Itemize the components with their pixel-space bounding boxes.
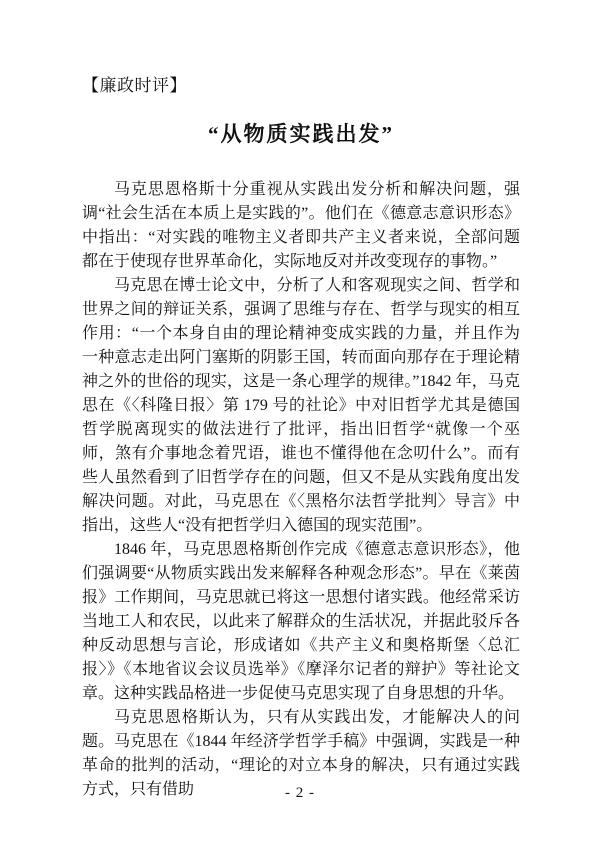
article-title: “从物质实践出发”	[208, 122, 394, 146]
body-paragraph: 马克思在博士论文中，分析了人和客观现实之间、哲学和世界之间的辩证关系，强调了思维与存在、哲学与现实的相互作用：“一个本身自由的理论精神变成实践的力量，并且作为一种意志走出阿门塞斯的阴影王国，转而面向那存在于理论精神之外的世俗的现实，这是一条心理学的规律。”1842 年，马克思在《〈科隆日报〉第 179 号的社论》中对旧哲学尤其是德国哲学脱离现实的做法进行了批评，指出旧哲学“就像一个巫师，煞有介事地念着咒语，谁也不懂得他在念叨什么”。而有些人虽然看到了旧哲学存在的问题，但又不是从实践角度出发解决问题。对此，马克思在《〈黑格尔法哲学批判〉导言》中指出，这些人“没有把哲学归入德国的现实范围”。	[82, 277, 520, 534]
body-paragraph: 马克思恩格斯十分重视从实践出发分析和解决问题，强调“社会生活在本质上是实践的”。他们在《德意志意识形态》中指出：“对实践的唯物主义者即共产主义者来说，全部问题都在于使现存世界革命化，实际地反对并改变现存的事物。”	[82, 181, 520, 270]
article-body	[82, 178, 520, 802]
page-content	[82, 0, 520, 802]
body-paragraph: 1846 年，马克思恩格斯创作完成《德意志意识形态》，他们强调要“从物质实践出发来解释各种观念形态”。早在《莱茵报》工作期间，马克思就已将这一思想付诸实践。他经常采访当地工人和农民，以此来了解群众的生活状况，并据此驳斥各种反动思想与言论，形成诸如《共产主义和奥格斯堡〈总汇报〉》《本地省议会议员选举》《摩泽尔记者的辩护》等社论文章。这种实践品格进一步促使马克思实现了自身思想的升华。	[82, 541, 520, 702]
body-paragraph: 马克思恩格斯认为，只有从实践出发，才能解决人的问题。马克思在《1844 年经济学哲学手稿》中强调，实践是一种革命的批判的活动，“理论的对立本身的解决，只有通过实践方式，只有借助	[82, 709, 520, 798]
section-tag: 【廉政时评】	[82, 76, 187, 95]
page-number: - 2 -	[285, 785, 315, 801]
